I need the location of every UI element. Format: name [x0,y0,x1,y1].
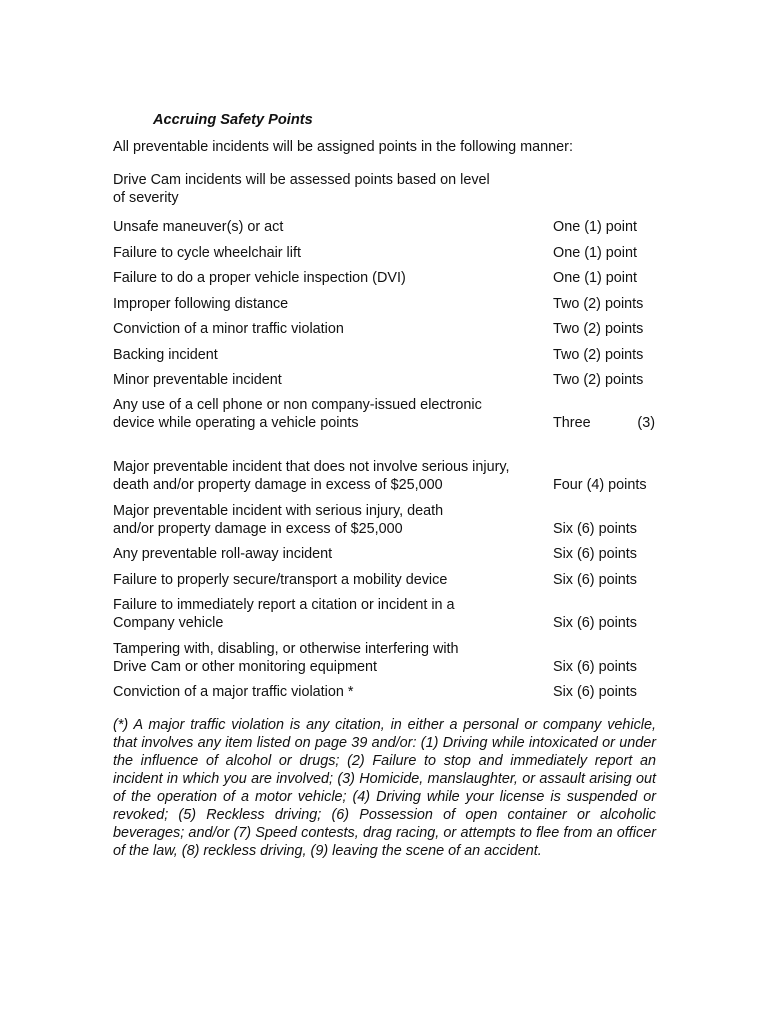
points-value: One (1) point [553,269,637,286]
points-value: Two (2) points [553,320,644,337]
points-value: Six (6) points [553,571,637,588]
points-row [113,683,658,701]
section-heading: Accruing Safety Points [153,112,313,128]
incident-description: Any preventable roll-away incident [113,545,333,562]
points-row [113,640,658,676]
points-value: Six (6) points [553,545,637,562]
points-value: Two (2) points [553,371,644,388]
points-value: Two (2) points [553,295,644,312]
points-row [113,397,658,432]
incident-description: Failure to immediately report a citation or incident in a Company vehicle [113,597,455,631]
incident-description: Failure to properly secure/transport a mobility device [113,571,448,588]
points-row [113,458,658,494]
incident-description: Failure to cycle wheelchair lift [113,244,301,261]
points-row [113,571,658,589]
incident-description: Backing incident [113,346,218,363]
points-value: One (1) point [553,244,637,261]
incident-description: Improper following distance [113,295,289,312]
incident-description: Tampering with, disabling, or otherwise interfering with Drive Cam or other monitoring equipment [113,641,459,675]
points-row [113,269,658,287]
incident-description: Major preventable incident that does not involve serious injury, death and/or property damage in excess of $25,000 [113,459,510,493]
incident-description: Conviction of a major traffic violation * [113,683,354,700]
points-value: Six (6) points [553,658,637,675]
incident-description: Minor preventable incident [113,371,282,388]
points-value: Four (4) points [553,476,647,493]
footnote: (*) A major traffic violation is any citation, in either a personal or company vehicle, that involves any item listed on page 39 and/or: (1) Driving while intoxicated or under the influence of alcohol or drugs; (2) Failure to stop and immediately report an incident in which you are involved; (3) Homicide, manslaughter, or assault arising out of the operation of a motor vehicle; (4) Driving while your license is suspended or revoked; (5) Reckless driving; (6) Possession of open container or alcoholic beverages; and/or (7) Speed contests, drag racing, or attempts to flee from an officer of the law, (8) reckless driving, (9) leaving the scene of an accident. [113,717,656,859]
points-value: Two (2) points [553,346,644,363]
points-row [113,596,658,632]
points-value: Six (6) points [553,520,637,537]
points-number: (3) [637,414,655,431]
points-value: One (1) point [553,218,637,235]
points-row [113,320,658,338]
points-value [553,415,655,433]
incident-description: Conviction of a minor traffic violation [113,320,344,337]
incident-description: Unsafe maneuver(s) or act [113,218,284,235]
intro-text: All preventable incidents will be assigned points in the following manner: [113,139,573,155]
points-word: Three [553,414,591,431]
points-row [113,218,658,236]
points-row [113,346,658,364]
incident-description: Any use of a cell phone or non company-issued electronic device while operating a vehicle points [113,397,482,431]
points-row [113,295,658,313]
points-row [113,502,658,538]
points-row [113,244,658,262]
incident-description: Failure to do a proper vehicle inspection (DVI) [113,269,406,286]
points-value: Six (6) points [553,614,637,631]
points-row [113,371,658,389]
points-row [113,545,658,563]
incident-description: Major preventable incident with serious injury, death and/or property damage in excess of $25,000 [113,503,444,537]
points-value: Six (6) points [553,683,637,700]
drive-cam-note: Drive Cam incidents will be assessed points based on level of severity [113,172,490,206]
